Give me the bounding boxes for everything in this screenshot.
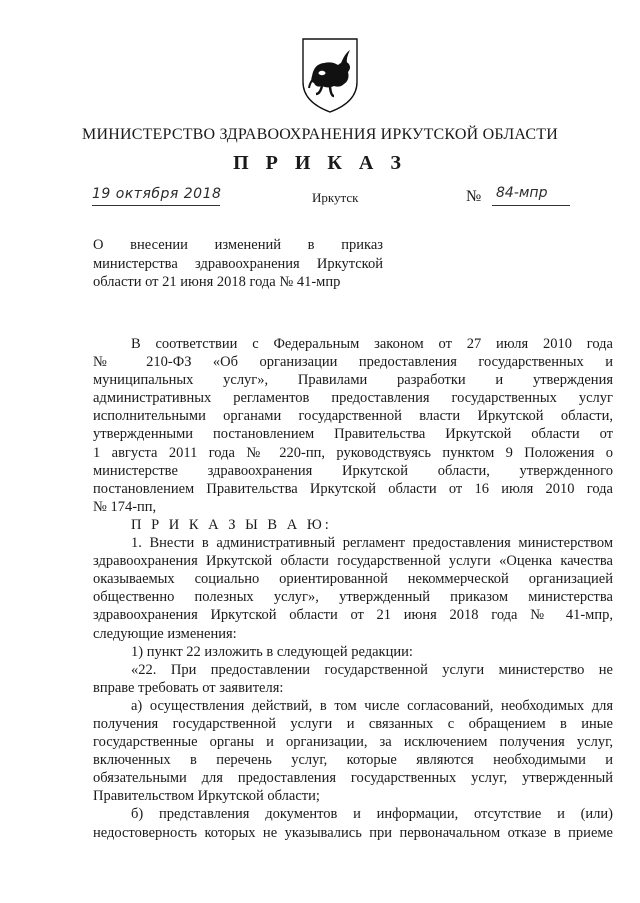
preamble-line: В соответствии с Федеральным законом от 27 июля 2010 года <box>131 336 613 352</box>
order-body <box>93 335 613 842</box>
decree-heading: П Р И К А З Ы В А Ю: <box>131 516 332 533</box>
ministry-name: МИНИСТЕРСТВО ЗДРАВООХРАНЕНИЯ ИРКУТСКОЙ ОБЛАСТИ <box>82 126 558 143</box>
coat-of-arms-icon <box>300 36 360 114</box>
subparagraph-a-line: Правительством Иркутской области; <box>93 788 320 805</box>
preamble-line: муниципальных услуг», Правилами разработки и утверждения <box>93 372 613 389</box>
subparagraph-a-line: получения государственной услуги и связанных с обращением в иные <box>93 715 613 732</box>
preamble-line: утвержденными постановлением Правительства Иркутской области от <box>93 426 613 443</box>
preamble-line: исполнительными органами государственной власти Иркутской области, <box>93 408 613 425</box>
paragraph22-line: вправе требовать от заявителя: <box>93 679 284 696</box>
subparagraph-b-line: б) представления документов и информации, отсутствие и (или) <box>131 806 613 823</box>
paragraph22-line: «22. При предоставлении государственной услуги министерство не <box>131 661 613 678</box>
preamble-line: министерстве здравоохранения Иркутской области, утвержденного <box>93 462 613 479</box>
subject-line: О внесении изменений в приказ <box>93 237 383 253</box>
item1-line: здравоохранения Иркутской области от 21 июня 2018 года № 41-мпр, <box>93 607 613 624</box>
city-name: Иркутск <box>312 190 359 205</box>
preamble-line: № 174-пп, <box>93 498 157 515</box>
subject-line: министерства здравоохранения Иркутской <box>93 255 383 272</box>
subparagraph-a-line: а) осуществления действий, в том числе согласований, необходимых для <box>131 697 613 714</box>
handwritten-date: 19 октября 2018 <box>92 186 222 202</box>
item1-line: общественно полезных услуг», утвержденный приказом министерства <box>93 589 613 606</box>
preamble-line: 1 августа 2011 года № 220-пп, руководствуясь пунктом 9 Положения о <box>93 444 613 461</box>
subparagraph-a-line: обязательными для предоставления государственных услуг, утвержденный <box>93 770 613 787</box>
number-sign: № <box>466 188 482 205</box>
subparagraph-b-line: недостоверность которых не указывались при первоначальном отказе в приеме <box>93 824 613 841</box>
preamble-line: административных регламентов предоставления государственных услуг <box>93 390 613 407</box>
item1-line: 1. Внести в административный регламент предоставления министерством <box>131 535 613 552</box>
item1-line: оказываемых социально ориентированной некоммерческой организацией <box>93 571 613 588</box>
preamble-line: № 210-ФЗ «Об организации предоставления государственных и <box>93 354 613 371</box>
subject-line: области от 21 июня 2018 года № 41-мпр <box>93 274 341 290</box>
subparagraph-a-line: включенных в перечень услуг, которые являются необходимыми и <box>93 752 613 769</box>
item1-line: здравоохранения Иркутской области государственной услуги «Оценка качества <box>93 553 613 570</box>
document-type-title: П Р И К А З <box>233 152 407 174</box>
handwritten-order-number: 84-мпр <box>496 185 548 201</box>
date-underline <box>92 205 220 206</box>
number-underline <box>492 205 570 206</box>
preamble-line: постановлением Правительства Иркутской области от 16 июля 2010 года <box>93 480 613 497</box>
subitem-line: 1) пункт 22 изложить в следующей редакции: <box>131 643 413 660</box>
item1-line: следующие изменения: <box>93 625 237 642</box>
order-subject <box>93 236 383 292</box>
subparagraph-a-line: государственные органы и организации, за исключением получения услуг, <box>93 734 613 751</box>
